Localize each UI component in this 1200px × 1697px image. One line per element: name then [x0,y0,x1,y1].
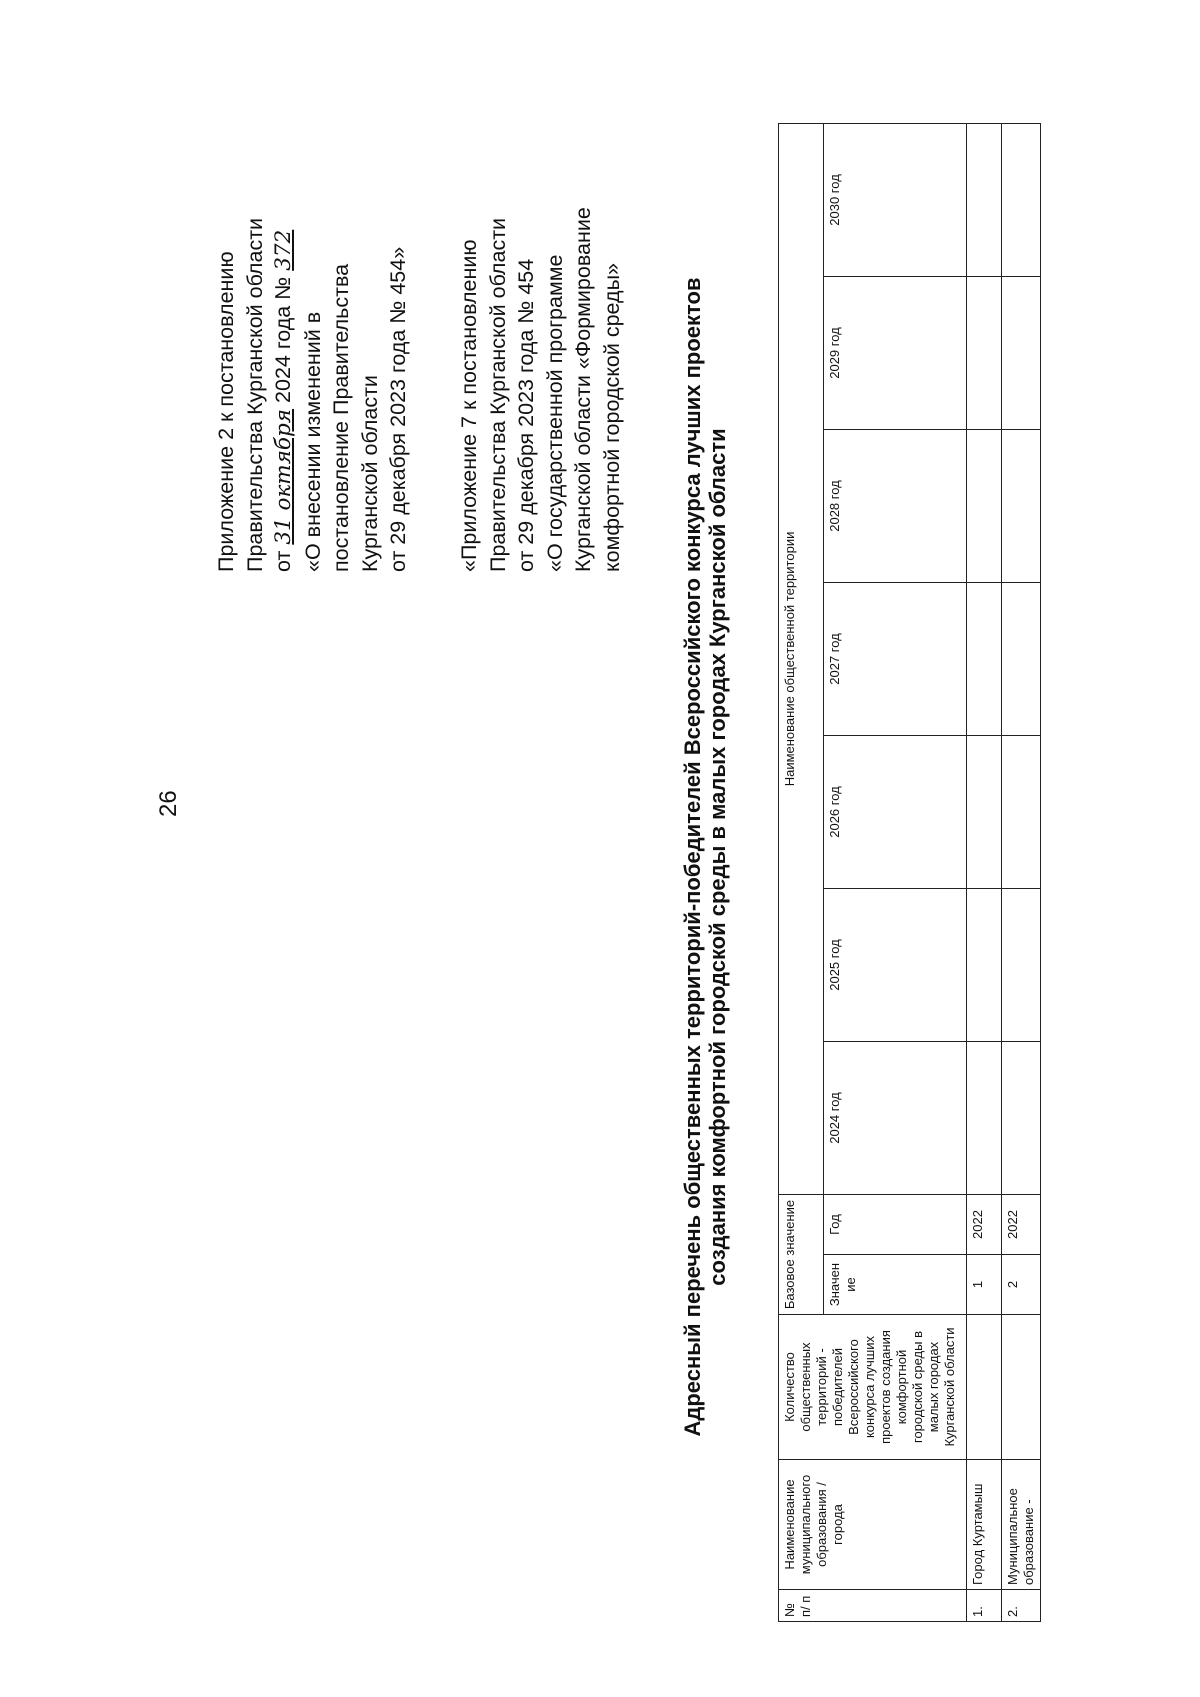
header-year-2029: 2029 год [824,277,967,430]
territories-table [778,123,1041,1622]
row-cell-2030 [1002,123,1041,276]
row-municipality: Город Куртамыш [967,1460,1002,1590]
appendix-line: Курганской области [357,375,382,572]
row-cell-2029 [967,277,1002,430]
header-municipality: Наименование муниципального образования / города [779,1460,967,1590]
table-row [967,123,1002,1621]
appendix-line: Курганской области «Формирование [571,207,595,572]
appendix-line: Приложение 2 к постановлению [214,251,238,572]
row-count [1002,1315,1041,1460]
row-base-year: 2022 [1002,1195,1041,1255]
appendix-current-resolution [212,52,413,572]
header-count: Количество общественных территорий - победителей Всероссийского конкурса лучших проектов создания комфортной городской среды в малых городах Курганской области [779,1315,967,1460]
header-year-2025: 2025 год [824,889,967,1042]
page-number: 26 [155,790,182,817]
header-year-2027: 2027 год [824,583,967,736]
row-cell-2027 [967,583,1002,736]
row-municipality: Муниципальное образование - [1002,1460,1041,1590]
row-cell-2026 [967,736,1002,889]
appendix-line: от 29 декабря 2023 года № 454» [386,246,410,572]
appendix-date-year: 2024 года № [271,276,295,403]
appendix-original-resolution [455,52,626,572]
row-cell-2030 [967,123,1002,276]
row-base-value: 1 [967,1255,1002,1315]
row-cell-2028 [967,430,1002,583]
header-year-2024: 2024 год [824,1042,967,1195]
row-base-year: 2022 [967,1195,1002,1255]
row-cell-2024 [967,1042,1002,1195]
appendix-date-prefix: от [271,550,295,572]
appendix-line: Правительства Курганской области [242,217,267,572]
row-number: 1. [967,1590,1002,1622]
appendix-line: «О внесении изменений в [300,311,325,572]
row-number: 2. [1002,1590,1041,1622]
header-base-value: Базовое значение [779,1195,824,1315]
row-cell-2024 [1002,1042,1041,1195]
handwritten-number: 372 [271,229,296,271]
appendix-line: «О государственной программе [542,254,567,572]
document-title [680,127,730,1587]
header-year-2028: 2028 год [824,430,967,583]
table-header-row-1 [779,123,824,1621]
appendix-line: Правительства Курганской области [485,217,510,572]
row-cell-2029 [1002,277,1041,430]
row-base-value: 2 [1002,1255,1041,1315]
title-line-2: создания комфортной городской среды в малых городах Курганской области [705,428,730,1286]
title-line-1: Адресный перечень общественных территорий-победителей Всероссийского конкурса лучших проектов [680,277,705,1437]
header-year-2030: 2030 год [824,123,967,276]
header-number: № п/ п [779,1590,967,1622]
handwritten-date: 31 октября [271,408,296,545]
row-count [967,1315,1002,1460]
row-cell-2025 [1002,889,1041,1042]
appendix-line: от 29 декабря 2023 года № 454 [514,258,538,572]
row-cell-2025 [967,889,1002,1042]
header-year-2026: 2026 год [824,736,967,889]
header-base-value-number: Значен ие [824,1255,967,1315]
table-row [1002,123,1041,1621]
appendix-line: «Приложение 7 к постановлению [457,239,481,572]
row-cell-2028 [1002,430,1041,583]
appendix-line: постановление Правительства [329,263,353,572]
row-cell-2027 [1002,583,1041,736]
appendix-line: комфортной городской среды» [599,263,624,572]
appendix-date-line [269,52,299,572]
header-base-year: Год [824,1195,967,1255]
header-territory-name: Наименование общественной территории [779,123,824,1194]
row-cell-2026 [1002,736,1041,889]
